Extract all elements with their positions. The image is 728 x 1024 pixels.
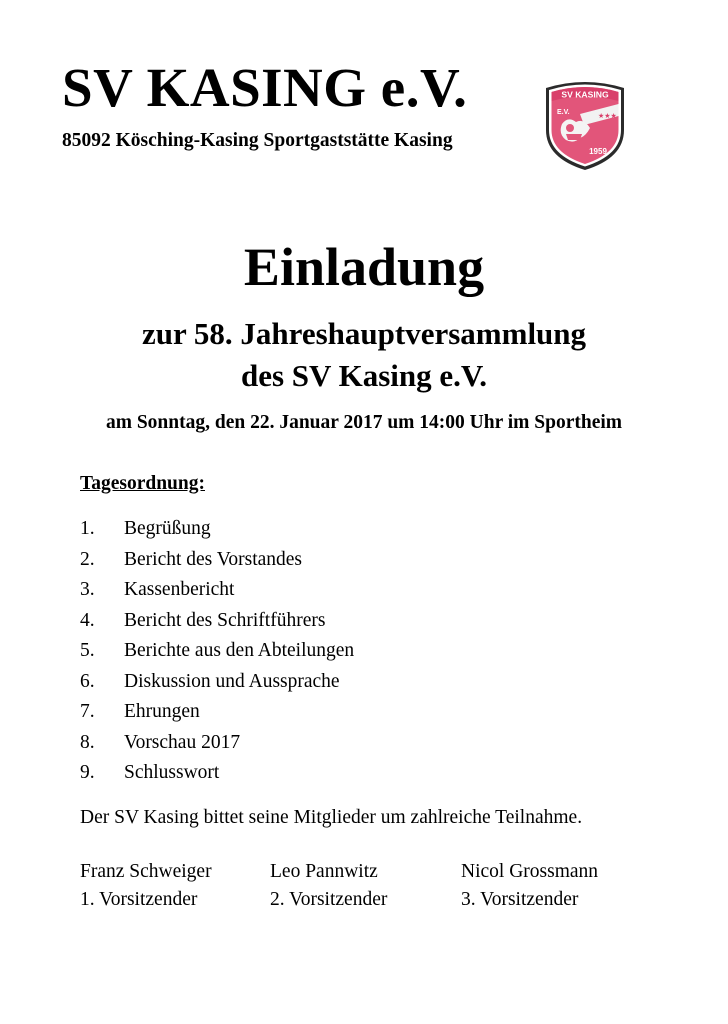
agenda-item-number: 8. [80,731,95,753]
agenda-item-label: Diskussion und Aussprache [124,670,340,692]
signatory-name: Nicol Grossmann [461,861,599,882]
agenda-item-number: 4. [80,609,95,631]
agenda-item-number: 5. [80,640,95,661]
signatory-1 [80,858,212,914]
agenda-item-label: Bericht des Schriftführers [124,609,326,631]
agenda-item-number: 2. [80,548,95,570]
agenda-item-label: Berichte aus den Abteilungen [124,640,355,661]
agenda-item [80,514,354,545]
agenda-item-number: 7. [80,701,95,722]
agenda-heading: Tagesordnung: [80,473,205,494]
agenda-item-label: Bericht des Vorstandes [124,548,303,570]
agenda-item-label: Begrüßung [124,518,211,539]
agenda-item [80,697,354,728]
invitation-subtitle-line2: des SV Kasing e.V. [240,358,488,393]
agenda-item-label: Vorschau 2017 [124,731,241,753]
crest-top-text: SV KASING [561,89,609,100]
agenda-item-label: Kassenbericht [124,579,235,600]
agenda-item [80,667,354,698]
agenda-item [80,575,354,606]
signatory-role: 1. Vorsitzender [80,889,198,910]
agenda-item-number: 3. [80,579,95,600]
signatory-2 [270,858,387,914]
agenda-item-label: Schlusswort [124,762,220,783]
agenda-item-number: 9. [80,762,95,783]
svg-text:★★★: ★★★ [598,112,617,120]
agenda-item [80,606,354,637]
signatory-3 [461,858,598,914]
agenda-item [80,636,354,667]
crest-year-text: 1959 [589,147,607,156]
agenda-item [80,758,354,789]
agenda-list [80,514,354,789]
signatory-name: Franz Schweiger [80,861,212,882]
signatory-role: 3. Vorsitzender [461,889,579,910]
signatory-name: Leo Pannwitz [270,861,378,882]
agenda-item-number: 1. [80,518,95,539]
club-address: 85092 Kösching-Kasing Sportgaststätte Kasing [62,130,453,151]
invitation-subtitle-line1: zur 58. Jahreshauptversammlung [141,316,587,351]
club-crest-logo [540,78,630,172]
agenda-item [80,728,354,759]
club-name: SV KASING e.V. [62,57,468,118]
closing-sentence: Der SV Kasing bittet seine Mitglieder um zahlreiche Teilnahme. [80,807,583,828]
agenda-item [80,545,354,576]
agenda-item-label: Ehrungen [124,701,200,722]
signatory-role: 2. Vorsitzender [270,889,388,910]
meeting-date-line: am Sonntag, den 22. Januar 2017 um 14:00 Uhr im Sportheim [105,412,623,433]
invitation-title: Einladung [243,237,485,297]
agenda-item-number: 6. [80,670,95,692]
crest-ev-text: E.V. [557,109,570,116]
